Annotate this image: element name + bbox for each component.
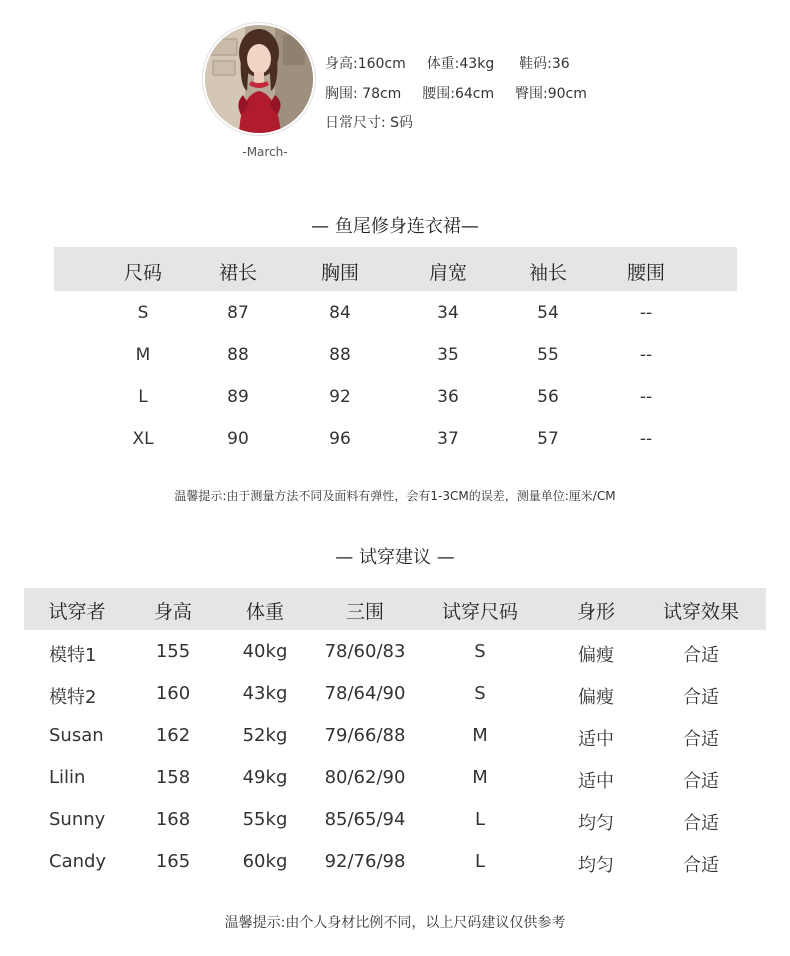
try-on-cell: 偏瘦	[578, 687, 614, 708]
model-name: -March-	[242, 145, 288, 159]
try-on-cell: L	[474, 851, 486, 872]
try-on-cell: 适中	[578, 729, 614, 750]
size-chart-cell: 56	[537, 387, 559, 407]
try-on-cell: M	[472, 767, 488, 788]
try-on-cell: 合适	[683, 855, 719, 876]
try-on-cell: 均匀	[578, 855, 614, 876]
try-on-cell: 合适	[683, 687, 719, 708]
try-on-cell: 偏瘦	[578, 645, 614, 666]
try-on-header-cell: 试穿效果	[662, 601, 739, 623]
size-chart-cell: --	[639, 387, 653, 407]
size-chart-cell: --	[639, 303, 653, 323]
size-chart-cell: S	[137, 303, 149, 323]
size-chart-cell: 88	[227, 345, 249, 365]
try-on-cell: Susan	[49, 725, 104, 746]
size-chart-cell: M	[135, 345, 151, 365]
try-on-cell: Lilin	[49, 767, 86, 788]
try-on-cell: 78/60/83	[324, 641, 406, 662]
try-on-cell: 168	[155, 809, 191, 830]
try-on-cell: 60kg	[242, 851, 288, 872]
model-stats-row-3	[325, 112, 413, 132]
model-avatar	[205, 25, 313, 133]
try-on-cell: 158	[155, 767, 191, 788]
try-on-cell: 55kg	[242, 809, 288, 830]
model-bust: 胸围: 78cm	[325, 86, 402, 102]
try-on-cell: 适中	[578, 771, 614, 792]
size-chart-header-cell: 尺码	[123, 262, 162, 284]
try-on-cell: 模特1	[49, 645, 97, 666]
size-chart-title: — 鱼尾修身连衣裙—	[311, 216, 479, 237]
size-chart-cell: L	[138, 387, 148, 407]
size-chart-header-cell: 肩宽	[428, 262, 467, 284]
size-chart-cell: 89	[227, 387, 249, 407]
try-on-cell: 160	[155, 683, 191, 704]
try-on-cell: 162	[155, 725, 191, 746]
try-on-cell: 模特2	[49, 687, 97, 708]
try-on-cell: 合适	[683, 813, 719, 834]
try-on-cell: M	[472, 725, 488, 746]
try-on-cell: 52kg	[242, 725, 288, 746]
try-on-cell: 43kg	[242, 683, 288, 704]
try-on-cell: L	[474, 809, 486, 830]
size-chart-cell: 54	[537, 303, 559, 323]
size-chart-cell: 92	[329, 387, 351, 407]
try-on-cell: 165	[155, 851, 191, 872]
try-on-header-cell: 身形	[576, 601, 615, 623]
size-chart-cell: 37	[437, 429, 459, 449]
model-hip: 臀围:90cm	[515, 86, 587, 102]
model-height: 身高:160cm	[325, 56, 406, 72]
size-chart-cell: 87	[227, 303, 249, 323]
try-on-header-cell: 试穿者	[48, 601, 106, 623]
try-on-note: 温馨提示:由个人身材比例不同，以上尺码建议仅供参考	[224, 915, 566, 931]
size-chart-cell: --	[639, 345, 653, 365]
try-on-header-cell: 试穿尺码	[441, 601, 518, 623]
try-on-cell: 79/66/88	[324, 725, 406, 746]
size-chart-cell: --	[639, 429, 653, 449]
size-chart-cell: 35	[437, 345, 459, 365]
try-on-cell: 155	[155, 641, 191, 662]
size-chart-cell: 90	[227, 429, 249, 449]
size-chart-header-cell: 袖长	[528, 262, 567, 284]
size-chart-cell: 96	[329, 429, 351, 449]
size-chart-cell: XL	[132, 429, 154, 449]
size-chart-header-cell: 腰围	[626, 262, 665, 284]
try-on-cell: 均匀	[578, 813, 614, 834]
model-waist: 腰围:64cm	[422, 86, 495, 102]
try-on-header-cell: 体重	[245, 601, 284, 623]
size-chart-note: 温馨提示:由于测量方法不同及面料有弹性，会有1-3CM的误差，测量单位:厘米/CM	[174, 489, 616, 503]
size-chart-cell: 88	[329, 345, 351, 365]
size-chart-cell: 57	[537, 429, 559, 449]
try-on-cell: 合适	[683, 729, 719, 750]
try-on-cell: 49kg	[242, 767, 288, 788]
model-stats-row-2	[325, 83, 587, 103]
model-daily-size: 日常尺寸: S码	[325, 115, 414, 131]
size-chart-cell: 36	[437, 387, 459, 407]
try-on-cell: Candy	[49, 851, 107, 872]
try-on-cell: 合适	[683, 771, 719, 792]
try-on-cell: 40kg	[242, 641, 288, 662]
try-on-title: — 试穿建议 —	[335, 547, 455, 568]
try-on-header-cell: 三围	[345, 601, 384, 623]
model-stats-row-1	[325, 53, 570, 73]
try-on-cell: 合适	[683, 645, 719, 666]
size-chart-header-cell: 裙长	[218, 262, 257, 284]
model-weight: 体重:43kg	[426, 56, 495, 72]
try-on-header-cell: 身高	[153, 601, 192, 623]
try-on-cell: Sunny	[49, 809, 106, 830]
model-shoe-size: 鞋码:36	[519, 56, 570, 72]
size-chart-cell: 34	[437, 303, 459, 323]
try-on-cell: S	[474, 641, 486, 662]
size-chart-cell: 84	[329, 303, 351, 323]
try-on-cell: 80/62/90	[324, 767, 406, 788]
size-chart-header-cell: 胸围	[320, 262, 359, 284]
try-on-cell: S	[474, 683, 486, 704]
try-on-cell: 85/65/94	[324, 809, 406, 830]
try-on-cell: 78/64/90	[324, 683, 406, 704]
size-chart-cell: 55	[537, 345, 559, 365]
try-on-cell: 92/76/98	[324, 851, 406, 872]
